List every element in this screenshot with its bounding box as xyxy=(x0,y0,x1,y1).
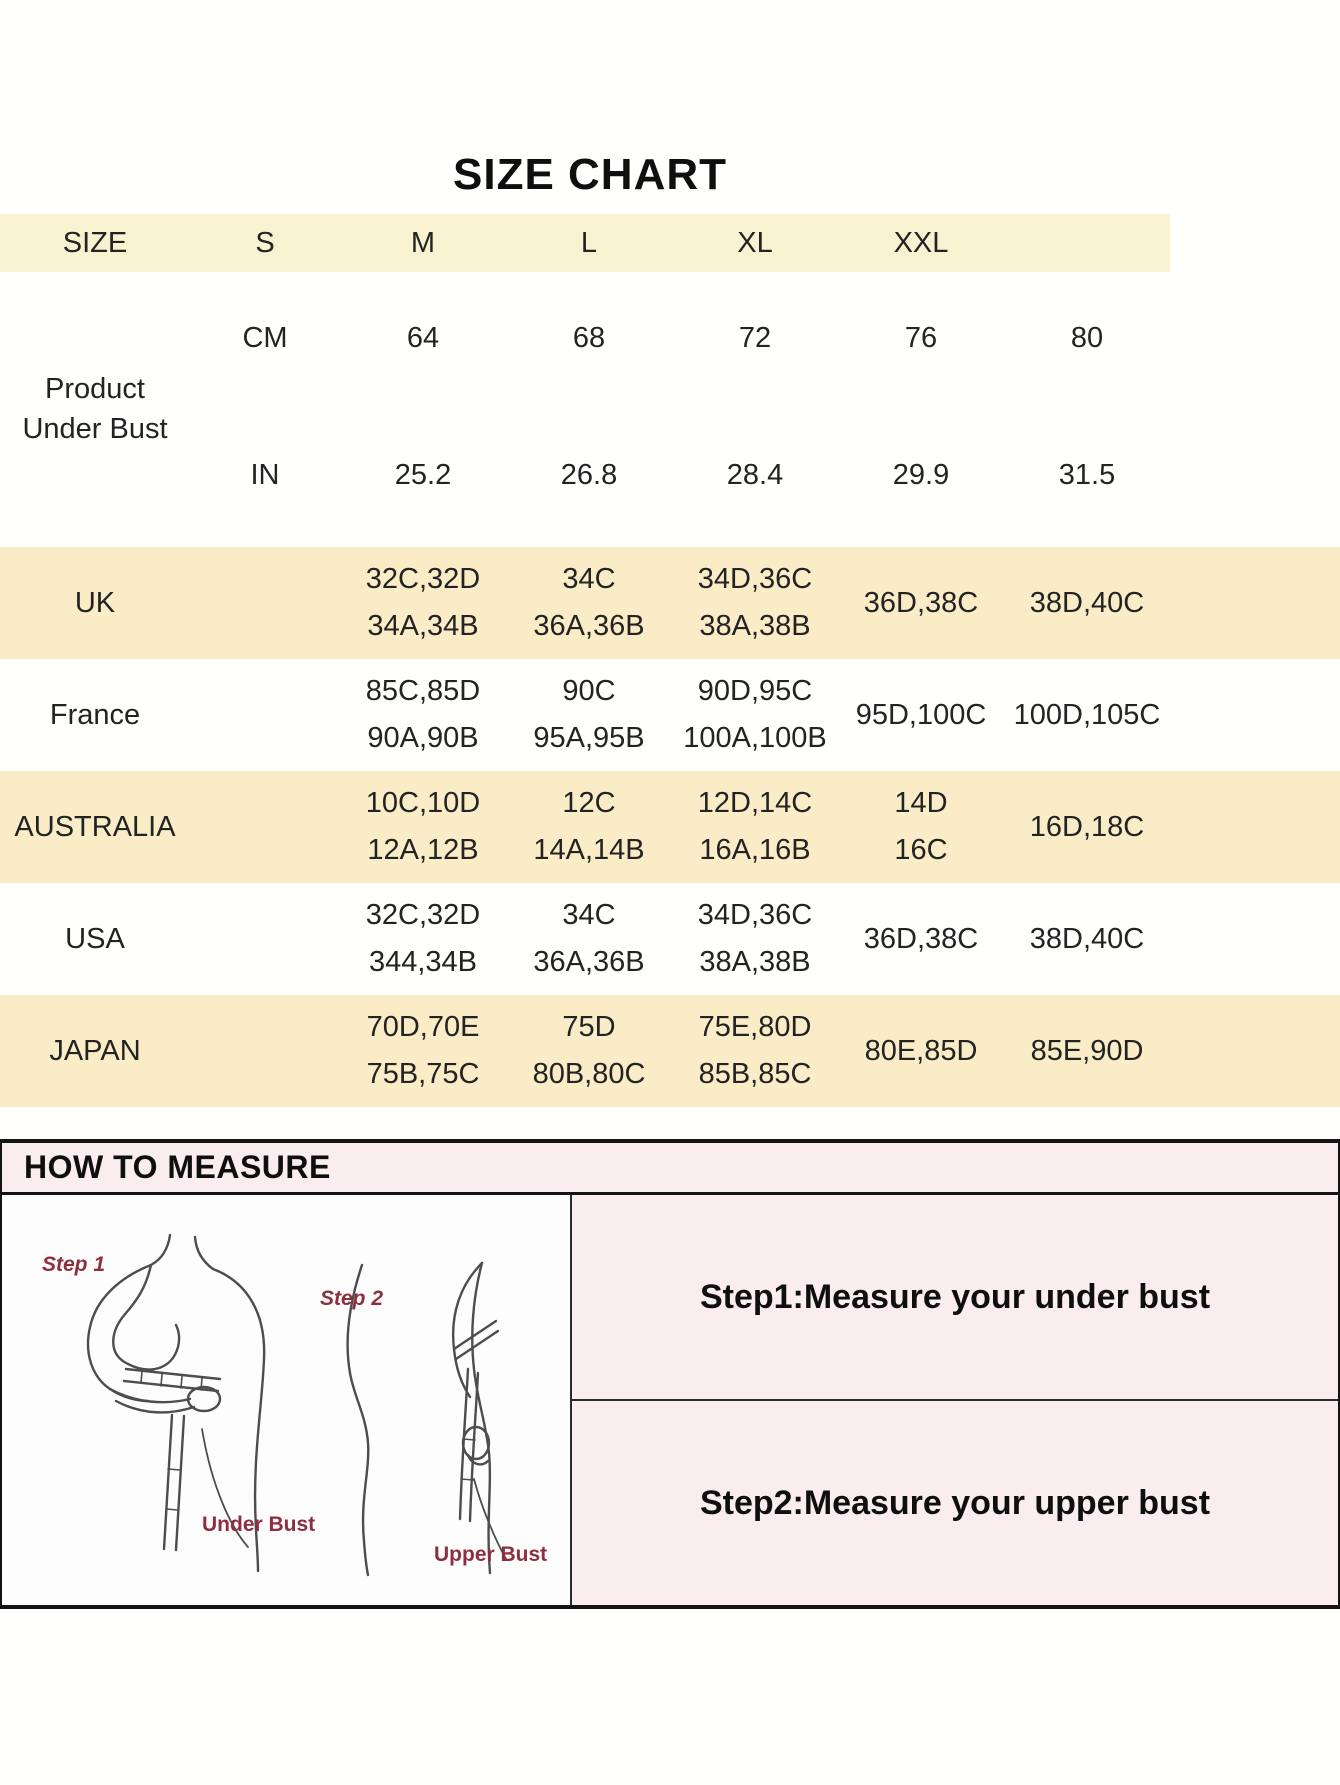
size-cell-line: 12A,12B xyxy=(367,834,479,866)
size-cell-line: 38A,38B xyxy=(699,610,811,642)
size-cell xyxy=(1004,659,1170,771)
size-cell xyxy=(340,547,506,659)
col-header-m: M xyxy=(340,214,506,272)
unit-empty xyxy=(190,995,340,1107)
row-under-bust-in xyxy=(0,404,1340,547)
size-cell-line: 100A,100B xyxy=(683,722,827,754)
size-cell-line: 34C xyxy=(562,899,616,932)
size-cell-line: 14D xyxy=(894,787,948,820)
size-cell xyxy=(838,995,1004,1107)
size-cell xyxy=(838,771,1004,883)
row-spacer xyxy=(1170,995,1340,1107)
under-bust-caption: Under Bust xyxy=(202,1513,316,1536)
row-uk xyxy=(0,547,1340,659)
size-cell-line: 85C,85D xyxy=(365,675,481,708)
under-bust-in-value: 29.9 xyxy=(892,459,950,491)
size-cell-line: 16A,16B xyxy=(699,834,811,866)
size-cell-line: 75E,80D xyxy=(698,1011,812,1044)
size-cell-line: 95D,100C xyxy=(855,698,987,731)
size-cell xyxy=(672,883,838,995)
size-cell-line: 75B,75C xyxy=(366,1058,480,1090)
how-to-measure-body xyxy=(0,1195,1340,1609)
size-cell-line: 34A,34B xyxy=(367,610,479,642)
size-table-header-row xyxy=(0,214,1340,272)
unit-label-cm: CM xyxy=(242,321,288,354)
row-spacer xyxy=(1170,883,1340,995)
size-cell xyxy=(1004,771,1170,883)
size-cell xyxy=(506,547,672,659)
size-cell-line: 36D,38C xyxy=(863,922,979,955)
size-cell xyxy=(672,771,838,883)
size-cell xyxy=(340,771,506,883)
product-label-line1: Product xyxy=(45,373,145,406)
row-usa xyxy=(0,883,1340,995)
size-cell-line: 14A,14B xyxy=(533,834,645,866)
size-cell-line: 85E,90D xyxy=(1030,1034,1144,1067)
size-cell xyxy=(672,659,838,771)
row-label-uk: UK xyxy=(0,547,190,659)
page-title: SIZE CHART xyxy=(453,150,727,199)
size-cell-line: 100D,105C xyxy=(1013,698,1161,731)
size-cell xyxy=(506,883,672,995)
size-cell xyxy=(340,995,506,1107)
size-cell-line: 38A,38B xyxy=(699,946,811,978)
under-bust-cm-value: 72 xyxy=(738,321,772,354)
how-to-measure-title: HOW TO MEASURE xyxy=(0,1139,1340,1195)
size-cell-line: 34D,36C xyxy=(697,563,813,596)
size-table xyxy=(0,214,1340,1107)
size-cell-line: 38D,40C xyxy=(1029,922,1145,955)
row-label-australia: AUSTRALIA xyxy=(0,771,190,883)
step2-figure-label: Step 2 xyxy=(320,1287,384,1310)
size-cell xyxy=(340,659,506,771)
col-header-xl: XL xyxy=(672,214,838,272)
under-bust-cm-value: 80 xyxy=(1070,321,1104,354)
row-label-product-under-bust xyxy=(0,272,190,547)
under-bust-in-value: 28.4 xyxy=(726,459,784,491)
size-cell xyxy=(340,883,506,995)
size-cell xyxy=(1004,995,1170,1107)
size-cell-line: 90C xyxy=(562,675,616,708)
unit-empty xyxy=(190,659,340,771)
row-label-usa: USA xyxy=(65,922,125,955)
unit-empty xyxy=(190,883,340,995)
size-cell-line: 85B,85C xyxy=(698,1058,812,1090)
measure-step-2-text: Step2:Measure your upper bust xyxy=(699,1483,1211,1522)
row-spacer xyxy=(1170,659,1340,771)
size-cell xyxy=(506,659,672,771)
size-cell xyxy=(838,659,1004,771)
row-label-france: France xyxy=(49,698,141,731)
size-cell-line: 36A,36B xyxy=(533,946,645,978)
size-cell-line: 344,34B xyxy=(368,946,478,978)
size-cell-line: 10C,10D xyxy=(365,787,481,820)
unit-empty xyxy=(190,771,340,883)
size-cell-line: 34C xyxy=(562,563,616,596)
size-cell xyxy=(838,547,1004,659)
unit-empty xyxy=(190,547,340,659)
size-cell-line: 80E,85D xyxy=(864,1034,978,1067)
under-bust-in-value: 31.5 xyxy=(1058,459,1116,491)
title-wrap xyxy=(0,0,1180,200)
under-bust-cm-value: 68 xyxy=(572,321,606,354)
how-to-measure-section xyxy=(0,1139,1340,1609)
header-spacer xyxy=(1004,214,1170,272)
row-spacer xyxy=(1170,771,1340,883)
size-cell xyxy=(506,995,672,1107)
size-cell xyxy=(672,547,838,659)
size-cell-line: 12C xyxy=(562,787,616,820)
size-cell-line: 12D,14C xyxy=(697,787,813,820)
under-bust-in-value: 26.8 xyxy=(560,459,618,491)
size-cell xyxy=(1004,883,1170,995)
col-header-size: SIZE xyxy=(0,214,190,272)
size-cell-line: 32C,32D xyxy=(365,563,481,596)
under-bust-cm-value: 64 xyxy=(406,321,440,354)
under-bust-in-value: 25.2 xyxy=(394,459,452,491)
size-cell-line: 90D,95C xyxy=(697,675,813,708)
measure-figures-panel xyxy=(2,1195,572,1605)
product-label-line2: Under Bust xyxy=(22,412,168,445)
size-cell-line: 70D,70E xyxy=(366,1011,480,1044)
size-cell-line: 34D,36C xyxy=(697,899,813,932)
upper-bust-figure-illustration xyxy=(310,1257,550,1587)
size-cell xyxy=(672,995,838,1107)
size-cell-line: 38D,40C xyxy=(1029,586,1145,619)
size-cell-line: 95A,95B xyxy=(533,722,645,754)
row-spacer xyxy=(1170,547,1340,659)
col-header-s: S xyxy=(190,214,340,272)
step1-figure-label: Step 1 xyxy=(42,1253,106,1276)
col-header-xxl: XXL xyxy=(838,214,1004,272)
size-cell-line: 16D,18C xyxy=(1029,810,1145,843)
row-under-bust-cm xyxy=(0,272,1340,404)
size-cell-line: 32C,32D xyxy=(365,899,481,932)
size-cell-line: 16C xyxy=(894,834,948,866)
size-cell-line: 80B,80C xyxy=(532,1058,646,1090)
row-france xyxy=(0,659,1340,771)
col-header-l: L xyxy=(506,214,672,272)
row-spacer xyxy=(1170,272,1340,547)
size-cell xyxy=(1004,547,1170,659)
measure-step-1-text: Step1:Measure your under bust xyxy=(572,1195,1338,1401)
size-cell-line: 36A,36B xyxy=(533,610,645,642)
size-cell xyxy=(838,883,1004,995)
row-japan xyxy=(0,995,1340,1107)
row-australia xyxy=(0,771,1340,883)
row-label-japan: JAPAN xyxy=(0,995,190,1107)
measure-steps-panel xyxy=(572,1195,1338,1605)
size-cell xyxy=(506,771,672,883)
under-bust-cm-value: 76 xyxy=(904,321,938,354)
size-cell-line: 36D,38C xyxy=(863,586,979,619)
size-cell-line: 90A,90B xyxy=(367,722,479,754)
unit-label-in: IN xyxy=(250,459,280,491)
size-cell-line: 75D xyxy=(562,1011,616,1044)
upper-bust-caption: Upper Bust xyxy=(434,1543,548,1566)
